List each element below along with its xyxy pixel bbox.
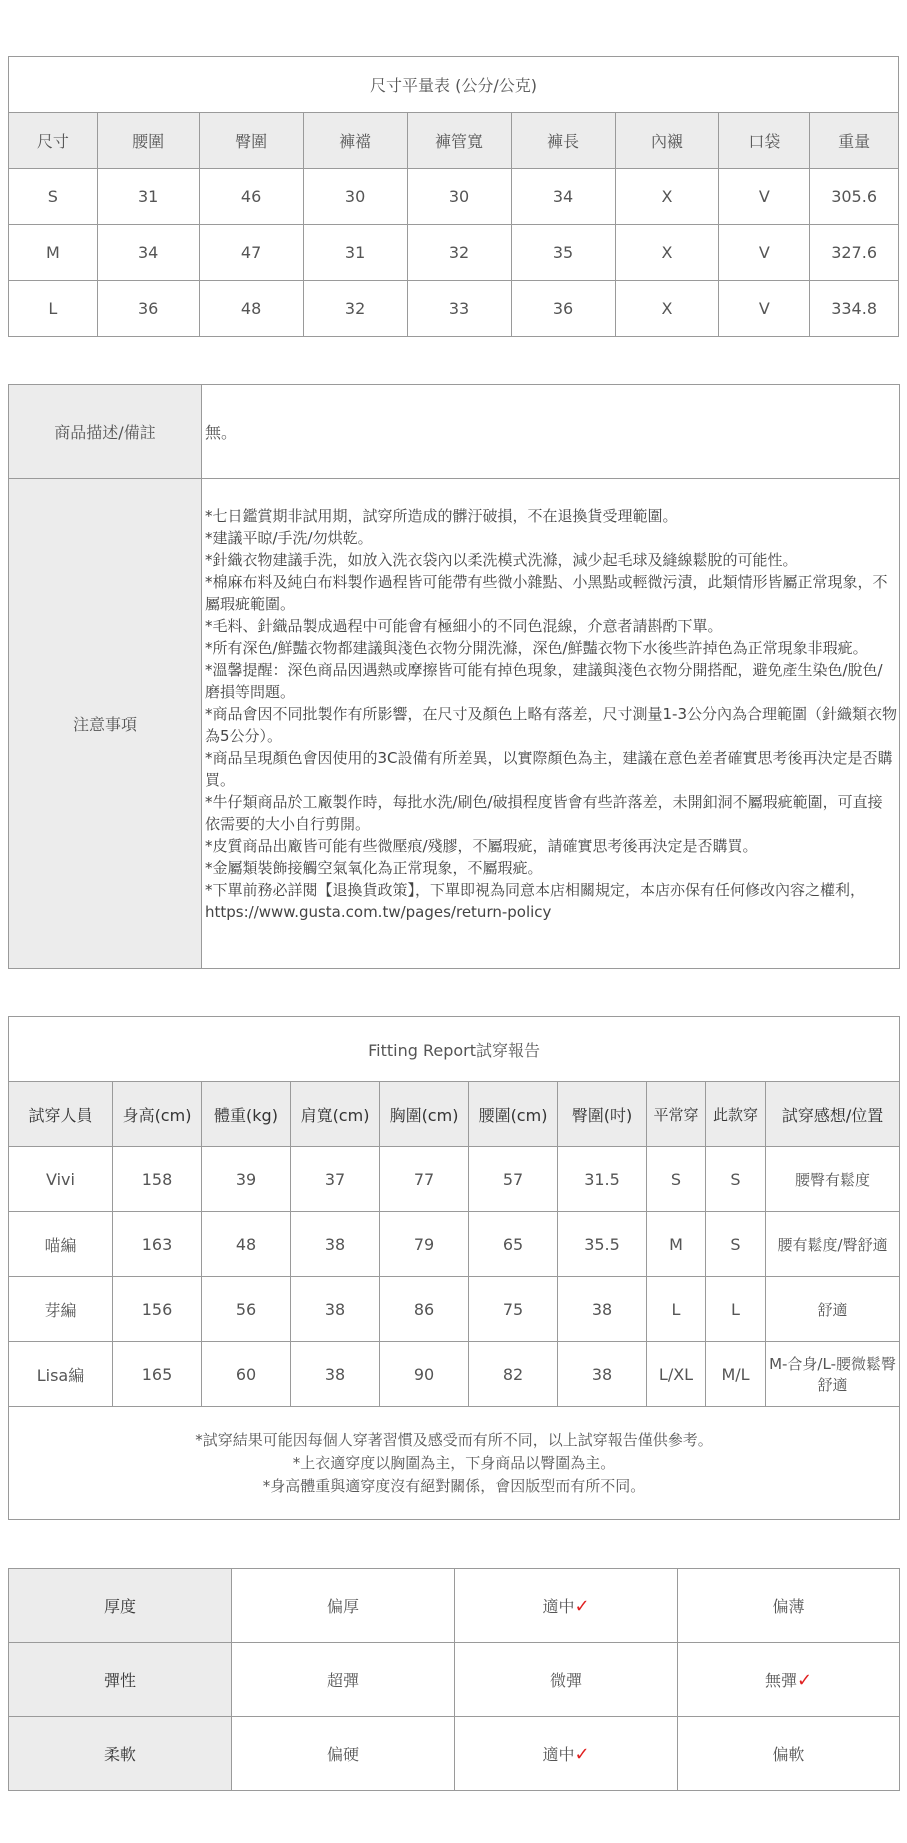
table-cell: 39 — [202, 1147, 291, 1212]
feel-option: 偏厚 — [232, 1569, 455, 1643]
note-line: *七日鑑賞期非試用期，試穿所造成的髒汙破損，不在退換貨受理範圍。 — [205, 507, 678, 525]
table-row — [9, 1147, 900, 1212]
table-cell: V — [719, 225, 810, 281]
table-cell: 327.6 — [810, 225, 899, 281]
header-cell: 褲管寬 — [407, 113, 511, 169]
table-cell: 30 — [407, 169, 511, 225]
table-cell: 79 — [380, 1212, 469, 1277]
header-cell: 身高(cm) — [113, 1082, 202, 1147]
table-cell: 47 — [199, 225, 303, 281]
notes-label: 注意事項 — [9, 479, 202, 969]
size-chart-table — [8, 56, 899, 337]
note-line: *溫馨提醒：深色商品因遇熱或摩擦皆可能有掉色現象，建議與淺色衣物分開搭配，避免產生染色/脫色/磨損等問題。 — [205, 661, 883, 701]
table-cell: 86 — [380, 1277, 469, 1342]
table-cell: 35.5 — [558, 1212, 647, 1277]
table-cell: 156 — [113, 1277, 202, 1342]
table-cell: 34 — [97, 225, 199, 281]
table-cell: Vivi — [9, 1147, 113, 1212]
table-cell: 舒適 — [766, 1277, 900, 1342]
table-row — [9, 1277, 900, 1342]
feel-option: 偏硬 — [232, 1717, 455, 1791]
header-cell: 試穿感想/位置 — [766, 1082, 900, 1147]
table-cell: 60 — [202, 1342, 291, 1407]
note-line: *棉麻布料及純白布料製作過程皆可能帶有些微小雜點、小黑點或輕微污漬，此類情形皆屬正常現象，不屬瑕疵範圍。 — [205, 573, 888, 613]
feel-row — [9, 1569, 900, 1643]
fitting-report-table — [8, 1016, 900, 1520]
footnote-line: *試穿結果可能因每個人穿著習慣及感受而有所不同，以上試穿報告僅供參考。 — [195, 1430, 713, 1449]
feel-label: 柔軟 — [9, 1717, 232, 1791]
table-cell: 38 — [291, 1342, 380, 1407]
fitting-footnotes — [9, 1407, 900, 1520]
feel-row — [9, 1717, 900, 1791]
size-chart-header-row — [9, 113, 899, 169]
table-cell: 334.8 — [810, 281, 899, 337]
note-line: *毛料、針織品製成過程中可能會有極細小的不同色混線，介意者請斟酌下單。 — [205, 617, 723, 635]
note-line: *商品會因不同批製作有所影響，在尺寸及顏色上略有落差，尺寸測量1-3公分內為合理範圍（針織類衣物為5公分）。 — [205, 705, 898, 745]
table-cell: 36 — [511, 281, 615, 337]
table-row — [9, 169, 899, 225]
table-cell: 57 — [469, 1147, 558, 1212]
table-row — [9, 1342, 900, 1407]
table-cell: 38 — [558, 1342, 647, 1407]
header-cell: 體重(kg) — [202, 1082, 291, 1147]
table-cell: 32 — [407, 225, 511, 281]
note-line: *皮質商品出廠皆可能有些微壓痕/殘膠，不屬瑕疵，請確實思考後再決定是否購買。 — [205, 837, 758, 855]
feel-option: 適中✓ — [455, 1569, 678, 1643]
table-cell: 82 — [469, 1342, 558, 1407]
table-cell: 喵編 — [9, 1212, 113, 1277]
table-cell: 65 — [469, 1212, 558, 1277]
header-cell: 腰圍 — [97, 113, 199, 169]
fitting-report-caption: Fitting Report試穿報告 — [9, 1017, 900, 1082]
table-cell: L — [647, 1277, 706, 1342]
feel-option: 偏薄 — [678, 1569, 900, 1643]
fitting-header-row — [9, 1082, 900, 1147]
feel-label: 厚度 — [9, 1569, 232, 1643]
table-cell: M-合身/L-腰微鬆臀舒適 — [766, 1342, 900, 1407]
table-cell: 38 — [558, 1277, 647, 1342]
header-cell: 口袋 — [719, 113, 810, 169]
header-cell: 尺寸 — [9, 113, 98, 169]
feel-option: 適中✓ — [455, 1717, 678, 1791]
table-cell: 32 — [303, 281, 407, 337]
table-cell: 48 — [199, 281, 303, 337]
size-chart-caption: 尺寸平量表 (公分/公克) — [9, 57, 899, 113]
table-cell: 158 — [113, 1147, 202, 1212]
table-row — [9, 281, 899, 337]
table-cell: 77 — [380, 1147, 469, 1212]
header-cell: 肩寬(cm) — [291, 1082, 380, 1147]
note-line: *針織衣物建議手洗，如放入洗衣袋內以柔洗模式洗滌，減少起毛球及縫線鬆脫的可能性。 — [205, 551, 798, 569]
header-cell: 平常穿 — [647, 1082, 706, 1147]
table-cell: 腰有鬆度/臀舒適 — [766, 1212, 900, 1277]
table-cell: 75 — [469, 1277, 558, 1342]
table-cell: M/L — [706, 1342, 766, 1407]
table-cell: 305.6 — [810, 169, 899, 225]
header-cell: 重量 — [810, 113, 899, 169]
header-cell: 腰圍(cm) — [469, 1082, 558, 1147]
note-line: *下單前務必詳閱【退換貨政策】，下單即視為同意本店相關規定，本店亦保有任何修改內容之權利，https://www.gusta.com.tw/pages/return-policy — [205, 881, 866, 921]
table-cell: V — [719, 281, 810, 337]
table-cell: 56 — [202, 1277, 291, 1342]
table-cell: S — [647, 1147, 706, 1212]
fabric-feel-table — [8, 1568, 900, 1791]
header-cell: 內襯 — [615, 113, 719, 169]
table-cell: M — [647, 1212, 706, 1277]
footnote-line: *身高體重與適穿度沒有絕對關係，會因版型而有所不同。 — [262, 1476, 646, 1495]
note-line: *所有深色/鮮豔衣物都建議與淺色衣物分開洗滌，深色/鮮豔衣物下水後些許掉色為正常現象非瑕疵。 — [205, 639, 868, 657]
note-line: *牛仔類商品於工廠製作時，每批水洗/刷色/破損程度皆會有些許落差，未開釦洞不屬瑕疵範圍，可直接依需要的大小自行剪開。 — [205, 793, 883, 833]
note-line: *建議平晾/手洗/勿烘乾。 — [205, 529, 373, 547]
table-cell: L — [9, 281, 98, 337]
table-cell: L/XL — [647, 1342, 706, 1407]
table-cell: 31.5 — [558, 1147, 647, 1212]
table-cell: 30 — [303, 169, 407, 225]
table-cell: 163 — [113, 1212, 202, 1277]
feel-label: 彈性 — [9, 1643, 232, 1717]
table-row — [9, 1212, 900, 1277]
table-row — [9, 225, 899, 281]
header-cell: 臀圍(吋) — [558, 1082, 647, 1147]
table-cell: 腰臀有鬆度 — [766, 1147, 900, 1212]
note-line: *金屬類裝飾接觸空氣氧化為正常現象，不屬瑕疵。 — [205, 859, 543, 877]
description-value: 無。 — [202, 385, 900, 479]
product-notes-table — [8, 384, 900, 969]
table-cell: 46 — [199, 169, 303, 225]
header-cell: 臀圍 — [199, 113, 303, 169]
table-cell: X — [615, 225, 719, 281]
notes-content — [202, 479, 900, 969]
note-line: *商品呈現顏色會因使用的3C設備有所差異，以實際顏色為主，建議在意色差者確實思考後再決定是否購買。 — [205, 749, 893, 789]
table-cell: 33 — [407, 281, 511, 337]
description-label: 商品描述/備註 — [9, 385, 202, 479]
table-cell: 165 — [113, 1342, 202, 1407]
table-cell: 35 — [511, 225, 615, 281]
table-cell: 38 — [291, 1277, 380, 1342]
table-cell: L — [706, 1277, 766, 1342]
table-cell: 38 — [291, 1212, 380, 1277]
check-icon: ✓ — [796, 1670, 813, 1691]
header-cell: 褲長 — [511, 113, 615, 169]
table-cell: S — [9, 169, 98, 225]
table-cell: V — [719, 169, 810, 225]
table-cell: 36 — [97, 281, 199, 337]
header-cell: 褲襠 — [303, 113, 407, 169]
check-icon: ✓ — [574, 1596, 590, 1617]
feel-option: 無彈✓ — [678, 1643, 900, 1717]
header-cell: 此款穿 — [706, 1082, 766, 1147]
table-cell: Lisa編 — [9, 1342, 113, 1407]
table-cell: M — [9, 225, 98, 281]
header-cell: 胸圍(cm) — [380, 1082, 469, 1147]
table-cell: X — [615, 281, 719, 337]
table-cell: 31 — [303, 225, 407, 281]
header-cell: 試穿人員 — [9, 1082, 113, 1147]
feel-option: 偏軟 — [678, 1717, 900, 1791]
table-cell: 31 — [97, 169, 199, 225]
table-cell: 34 — [511, 169, 615, 225]
footnote-line: *上衣適穿度以胸圍為主，下身商品以臀圍為主。 — [292, 1453, 616, 1472]
table-cell: S — [706, 1147, 766, 1212]
table-cell: 37 — [291, 1147, 380, 1212]
feel-row — [9, 1643, 900, 1717]
table-cell: 48 — [202, 1212, 291, 1277]
feel-option: 超彈 — [232, 1643, 455, 1717]
table-cell: 90 — [380, 1342, 469, 1407]
table-cell: X — [615, 169, 719, 225]
check-icon: ✓ — [574, 1744, 590, 1765]
feel-option: 微彈 — [455, 1643, 678, 1717]
table-cell: 芽編 — [9, 1277, 113, 1342]
table-cell: S — [706, 1212, 766, 1277]
